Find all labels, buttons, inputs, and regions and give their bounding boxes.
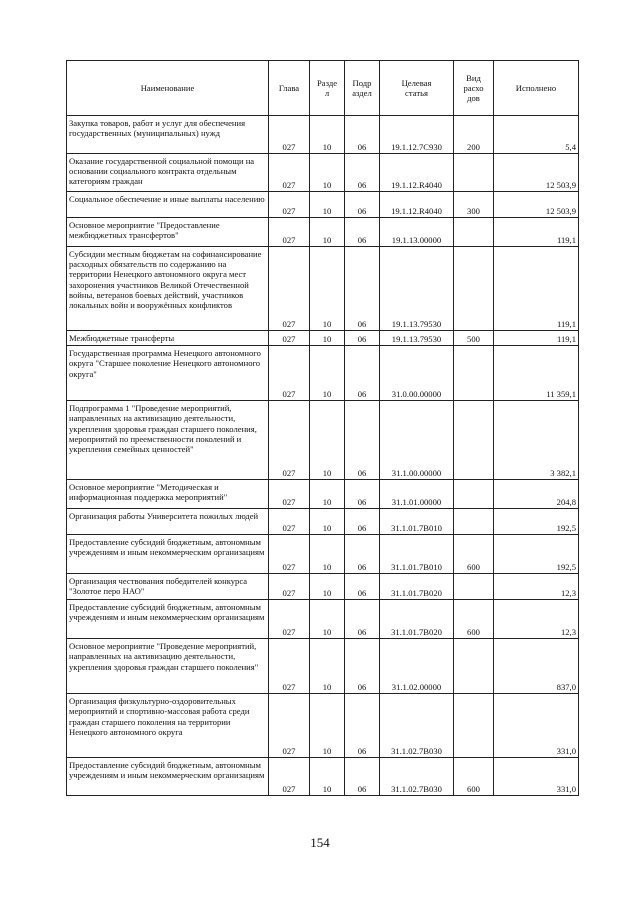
table-row [67,247,579,331]
table-row [67,346,579,401]
cell-target: 31.1.01.7В010 [380,509,454,535]
cell-target: 19.1.13.00000 [380,218,454,247]
cell-executed: 837,0 [494,639,579,694]
cell-executed: 331,0 [494,694,579,758]
cell-podrazdel: 06 [345,346,380,401]
cell-name: Закупка товаров, работ и услуг для обеспечения государственных (муниципальных) нужд [67,116,269,154]
table-body [67,116,579,796]
cell-name: Подпрограмма 1 "Проведение мероприятий, направленных на активизацию деятельности, укрепления здоровья граждан старшего поколения, мероприятий по преемственности поколений и укрепления семейных ценностей" [67,401,269,480]
cell-vid [454,480,494,509]
cell-target: 31.1.01.7В010 [380,535,454,574]
cell-target: 31.1.01.7В020 [380,600,454,639]
cell-podrazdel: 06 [345,694,380,758]
cell-razdel: 10 [310,154,345,192]
cell-razdel: 10 [310,346,345,401]
table-header-row [67,61,579,116]
table-row [67,758,579,796]
cell-podrazdel: 06 [345,154,380,192]
cell-vid [454,509,494,535]
cell-glava: 027 [269,535,310,574]
table-row [67,694,579,758]
cell-target: 31.0.00.00000 [380,346,454,401]
cell-vid [454,218,494,247]
cell-executed: 3 382,1 [494,401,579,480]
cell-razdel: 10 [310,535,345,574]
cell-name: Оказание государственной социальной помощи на основании социального контракта отдельным категориям граждан [67,154,269,192]
cell-target: 19.1.12.R4040 [380,192,454,218]
cell-executed: 192,5 [494,535,579,574]
cell-executed: 119,1 [494,218,579,247]
cell-vid: 600 [454,758,494,796]
cell-podrazdel: 06 [345,574,380,600]
cell-glava: 027 [269,758,310,796]
table-row [67,154,579,192]
cell-vid [454,346,494,401]
cell-target: 31.1.02.7В030 [380,694,454,758]
cell-podrazdel: 06 [345,758,380,796]
cell-vid [454,401,494,480]
cell-target: 19.1.13.79530 [380,247,454,331]
table-row [67,192,579,218]
cell-target: 19.1.12.R4040 [380,154,454,192]
header-executed: Исполнено [494,61,579,116]
budget-table [66,60,579,796]
cell-glava: 027 [269,116,310,154]
cell-target: 31.1.00.00000 [380,401,454,480]
cell-vid [454,247,494,331]
cell-name: Государственная программа Ненецкого автономного округа "Старшее поколение Ненецкого автономного округа" [67,346,269,401]
header-razdel: Разде л [310,61,345,116]
cell-name: Предоставление субсидий бюджетным, автономным учреждениям и иным некоммерческим организациям [67,758,269,796]
cell-podrazdel: 06 [345,331,380,346]
cell-executed: 11 359,1 [494,346,579,401]
cell-razdel: 10 [310,574,345,600]
cell-podrazdel: 06 [345,600,380,639]
cell-executed: 12 503,9 [494,192,579,218]
cell-name: Субсидии местным бюджетам на софинансирование расходных обязательств по содержанию на территории Ненецкого автономного округа мест захоронения участников Великой Отечественной войны, ветеранов боевых действий, участников локальных войн и вооружённых конфликтов [67,247,269,331]
cell-target: 31.1.02.00000 [380,639,454,694]
cell-glava: 027 [269,346,310,401]
cell-executed: 119,1 [494,331,579,346]
cell-glava: 027 [269,574,310,600]
cell-vid [454,639,494,694]
header-vid: Вид расхо дов [454,61,494,116]
header-name: Наименование [67,61,269,116]
cell-vid: 600 [454,535,494,574]
cell-razdel: 10 [310,480,345,509]
cell-vid [454,694,494,758]
cell-glava: 027 [269,154,310,192]
table-row [67,401,579,480]
cell-executed: 12,3 [494,600,579,639]
cell-podrazdel: 06 [345,218,380,247]
table-row [67,535,579,574]
cell-name: Организация чествования победителей конкурса "Золотое перо НАО" [67,574,269,600]
cell-target: 31.1.01.7В020 [380,574,454,600]
cell-name: Организация работы Университета пожилых людей [67,509,269,535]
cell-podrazdel: 06 [345,480,380,509]
table-row [67,331,579,346]
table-row [67,600,579,639]
cell-target: 31.1.02.7В030 [380,758,454,796]
cell-razdel: 10 [310,600,345,639]
cell-glava: 027 [269,247,310,331]
cell-target: 19.1.12.7С930 [380,116,454,154]
table-row [67,574,579,600]
cell-name: Межбюджетные трансферты [67,331,269,346]
table-row [67,480,579,509]
table-row [67,218,579,247]
cell-razdel: 10 [310,509,345,535]
cell-glava: 027 [269,218,310,247]
cell-vid: 500 [454,331,494,346]
cell-executed: 12 503,9 [494,154,579,192]
cell-executed: 331,0 [494,758,579,796]
cell-executed: 12,3 [494,574,579,600]
cell-vid [454,154,494,192]
cell-razdel: 10 [310,116,345,154]
cell-glava: 027 [269,600,310,639]
cell-name: Основное мероприятие "Методическая и информационная поддержка мероприятий" [67,480,269,509]
cell-razdel: 10 [310,758,345,796]
cell-name: Основное мероприятие "Проведение мероприятий, направленных на активизацию деятельности, укрепления здоровья граждан старшего поколения" [67,639,269,694]
cell-executed: 204,8 [494,480,579,509]
cell-razdel: 10 [310,694,345,758]
table-row [67,509,579,535]
cell-podrazdel: 06 [345,639,380,694]
table-row [67,116,579,154]
cell-razdel: 10 [310,401,345,480]
cell-vid: 200 [454,116,494,154]
header-glava: Глава [269,61,310,116]
cell-name: Предоставление субсидий бюджетным, автономным учреждениям и иным некоммерческим организациям [67,600,269,639]
cell-podrazdel: 06 [345,535,380,574]
cell-vid: 600 [454,600,494,639]
cell-glava: 027 [269,401,310,480]
page-number: 154 [310,835,330,850]
cell-razdel: 10 [310,247,345,331]
cell-name: Организация физкультурно-оздоровительных мероприятий и спортивно-массовая работа среди граждан старшего поколения на территории Ненецкого автономного округа [67,694,269,758]
cell-executed: 119,1 [494,247,579,331]
cell-vid: 300 [454,192,494,218]
table-row [67,639,579,694]
cell-name: Основное мероприятие "Предоставление межбюджетных трансфертов" [67,218,269,247]
cell-glava: 027 [269,480,310,509]
cell-glava: 027 [269,331,310,346]
header-target: Целевая статья [380,61,454,116]
cell-razdel: 10 [310,639,345,694]
header-podrazdel: Подр аздел [345,61,380,116]
cell-glava: 027 [269,509,310,535]
cell-executed: 5,4 [494,116,579,154]
cell-glava: 027 [269,639,310,694]
cell-podrazdel: 06 [345,192,380,218]
cell-razdel: 10 [310,331,345,346]
cell-glava: 027 [269,694,310,758]
cell-target: 31.1.01.00000 [380,480,454,509]
cell-name: Социальное обеспечение и иные выплаты населению [67,192,269,218]
cell-target: 19.1.13.79530 [380,331,454,346]
cell-podrazdel: 06 [345,401,380,480]
cell-podrazdel: 06 [345,509,380,535]
cell-vid [454,574,494,600]
cell-razdel: 10 [310,218,345,247]
cell-glava: 027 [269,192,310,218]
cell-name: Предоставление субсидий бюджетным, автономным учреждениям и иным некоммерческим организациям [67,535,269,574]
cell-podrazdel: 06 [345,247,380,331]
cell-podrazdel: 06 [345,116,380,154]
cell-executed: 192,5 [494,509,579,535]
cell-razdel: 10 [310,192,345,218]
